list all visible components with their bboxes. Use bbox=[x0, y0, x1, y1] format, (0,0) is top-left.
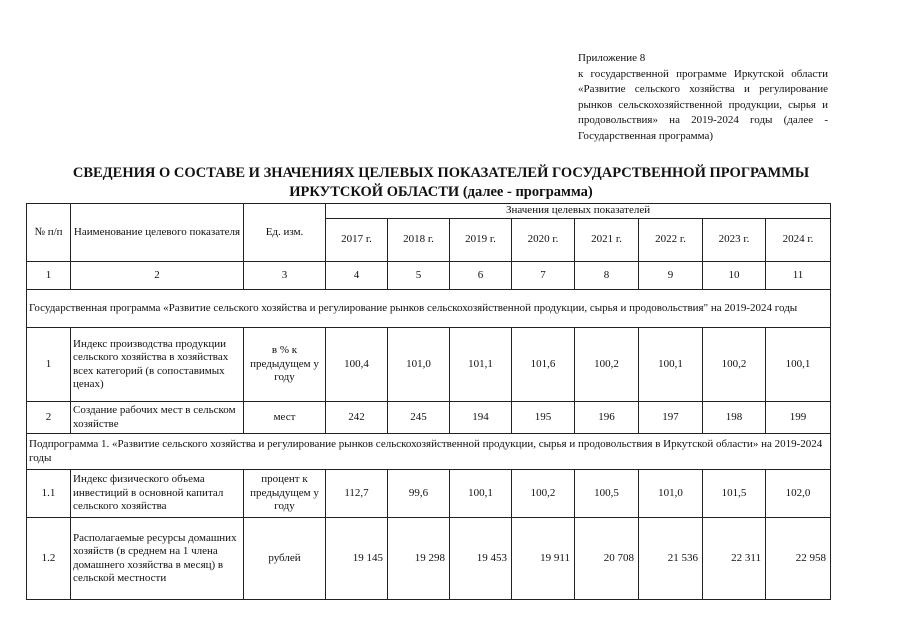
row-num: 1.2 bbox=[27, 518, 71, 600]
value-cell: 245 bbox=[388, 402, 450, 434]
year-cell: 2024 г. bbox=[766, 219, 831, 262]
header-row-1 bbox=[27, 204, 831, 219]
index-cell: 9 bbox=[639, 262, 703, 290]
value-cell: 100,1 bbox=[639, 328, 703, 402]
value-cell: 100,1 bbox=[766, 328, 831, 402]
value-cell: 19 298 bbox=[388, 518, 450, 600]
index-cell: 11 bbox=[766, 262, 831, 290]
table-row bbox=[27, 470, 831, 518]
value-cell: 101,5 bbox=[703, 470, 766, 518]
value-cell: 19 911 bbox=[512, 518, 575, 600]
index-cell: 2 bbox=[71, 262, 244, 290]
row-unit: мест bbox=[244, 402, 326, 434]
row-name: Индекс физического объема инвестиций в основной капитал сельского хозяйства bbox=[71, 470, 244, 518]
value-cell: 100,2 bbox=[512, 470, 575, 518]
value-cell: 101,6 bbox=[512, 328, 575, 402]
section-row bbox=[27, 290, 831, 328]
index-cell: 7 bbox=[512, 262, 575, 290]
value-cell: 19 145 bbox=[326, 518, 388, 600]
value-cell: 22 311 bbox=[703, 518, 766, 600]
table-row bbox=[27, 402, 831, 434]
year-cell: 2017 г. bbox=[326, 219, 388, 262]
section-row bbox=[27, 434, 831, 470]
header-values: Значения целевых показателей bbox=[326, 204, 831, 219]
row-num: 2 bbox=[27, 402, 71, 434]
row-num: 1 bbox=[27, 328, 71, 402]
index-cell: 4 bbox=[326, 262, 388, 290]
index-cell: 10 bbox=[703, 262, 766, 290]
value-cell: 102,0 bbox=[766, 470, 831, 518]
document-heading: СВЕДЕНИЯ О СОСТАВЕ И ЗНАЧЕНИЯХ ЦЕЛЕВЫХ ПОКАЗАТЕЛЕЙ ГОСУДАРСТВЕННОЙ ПРОГРАММЫ ИРКУТСКОЙ ОБЛАСТИ (далее - программа) bbox=[72, 165, 810, 200]
row-unit: в % к предыдущем у году bbox=[244, 328, 326, 402]
table-row bbox=[27, 518, 831, 600]
value-cell: 242 bbox=[326, 402, 388, 434]
row-name: Располагаемые ресурсы домашних хозяйств (в среднем на 1 члена домашнего хозяйства в месяц) в сельской местности bbox=[71, 518, 244, 600]
value-cell: 197 bbox=[639, 402, 703, 434]
index-cell: 5 bbox=[388, 262, 450, 290]
appendix-text: к государственной программе Иркутской области «Развитие сельского хозяйства и регулирование рынков сельскохозяйственной продукции, сырья и продовольствия» на 2019-2024 годы (далее - Государственная программа) bbox=[578, 67, 828, 142]
section-title: Подпрограмма 1. «Развитие сельского хозяйства и регулирование рынков сельскохозяйственной продукции, сырья и продовольствия в Иркутской области» на 2019-2024 годы bbox=[27, 434, 831, 470]
table-row bbox=[27, 328, 831, 402]
value-cell: 100,4 bbox=[326, 328, 388, 402]
value-cell: 198 bbox=[703, 402, 766, 434]
indicators-table bbox=[26, 203, 831, 600]
value-cell: 100,2 bbox=[703, 328, 766, 402]
year-cell: 2019 г. bbox=[450, 219, 512, 262]
value-cell: 99,6 bbox=[388, 470, 450, 518]
index-cell: 3 bbox=[244, 262, 326, 290]
header-num: № п/п bbox=[27, 204, 71, 262]
value-cell: 21 536 bbox=[639, 518, 703, 600]
row-name: Создание рабочих мест в сельском хозяйстве bbox=[71, 402, 244, 434]
index-cell: 1 bbox=[27, 262, 71, 290]
value-cell: 101,0 bbox=[639, 470, 703, 518]
row-name: Индекс производства продукции сельского хозяйства в хозяйствах всех категорий (в сопоставимых ценах) bbox=[71, 328, 244, 402]
appendix-note bbox=[578, 51, 828, 144]
value-cell: 100,2 bbox=[575, 328, 639, 402]
value-cell: 194 bbox=[450, 402, 512, 434]
section-title: Государственная программа «Развитие сельского хозяйства и регулирование рынков сельскохозяйственной продукции, сырья и продовольствия" на 2019-2024 годы bbox=[27, 290, 831, 328]
row-num: 1.1 bbox=[27, 470, 71, 518]
column-index-row bbox=[27, 262, 831, 290]
year-cell: 2020 г. bbox=[512, 219, 575, 262]
index-cell: 6 bbox=[450, 262, 512, 290]
value-cell: 19 453 bbox=[450, 518, 512, 600]
value-cell: 100,1 bbox=[450, 470, 512, 518]
value-cell: 196 bbox=[575, 402, 639, 434]
appendix-title: Приложение 8 bbox=[578, 52, 646, 64]
year-cell: 2018 г. bbox=[388, 219, 450, 262]
row-unit: рублей bbox=[244, 518, 326, 600]
value-cell: 101,0 bbox=[388, 328, 450, 402]
year-cell: 2023 г. bbox=[703, 219, 766, 262]
value-cell: 20 708 bbox=[575, 518, 639, 600]
value-cell: 199 bbox=[766, 402, 831, 434]
year-cell: 2022 г. bbox=[639, 219, 703, 262]
value-cell: 100,5 bbox=[575, 470, 639, 518]
header-unit: Ед. изм. bbox=[244, 204, 326, 262]
index-cell: 8 bbox=[575, 262, 639, 290]
header-name: Наименование целевого показателя bbox=[71, 204, 244, 262]
value-cell: 101,1 bbox=[450, 328, 512, 402]
value-cell: 195 bbox=[512, 402, 575, 434]
value-cell: 22 958 bbox=[766, 518, 831, 600]
year-cell: 2021 г. bbox=[575, 219, 639, 262]
value-cell: 112,7 bbox=[326, 470, 388, 518]
row-unit: процент к предыдущем у году bbox=[244, 470, 326, 518]
